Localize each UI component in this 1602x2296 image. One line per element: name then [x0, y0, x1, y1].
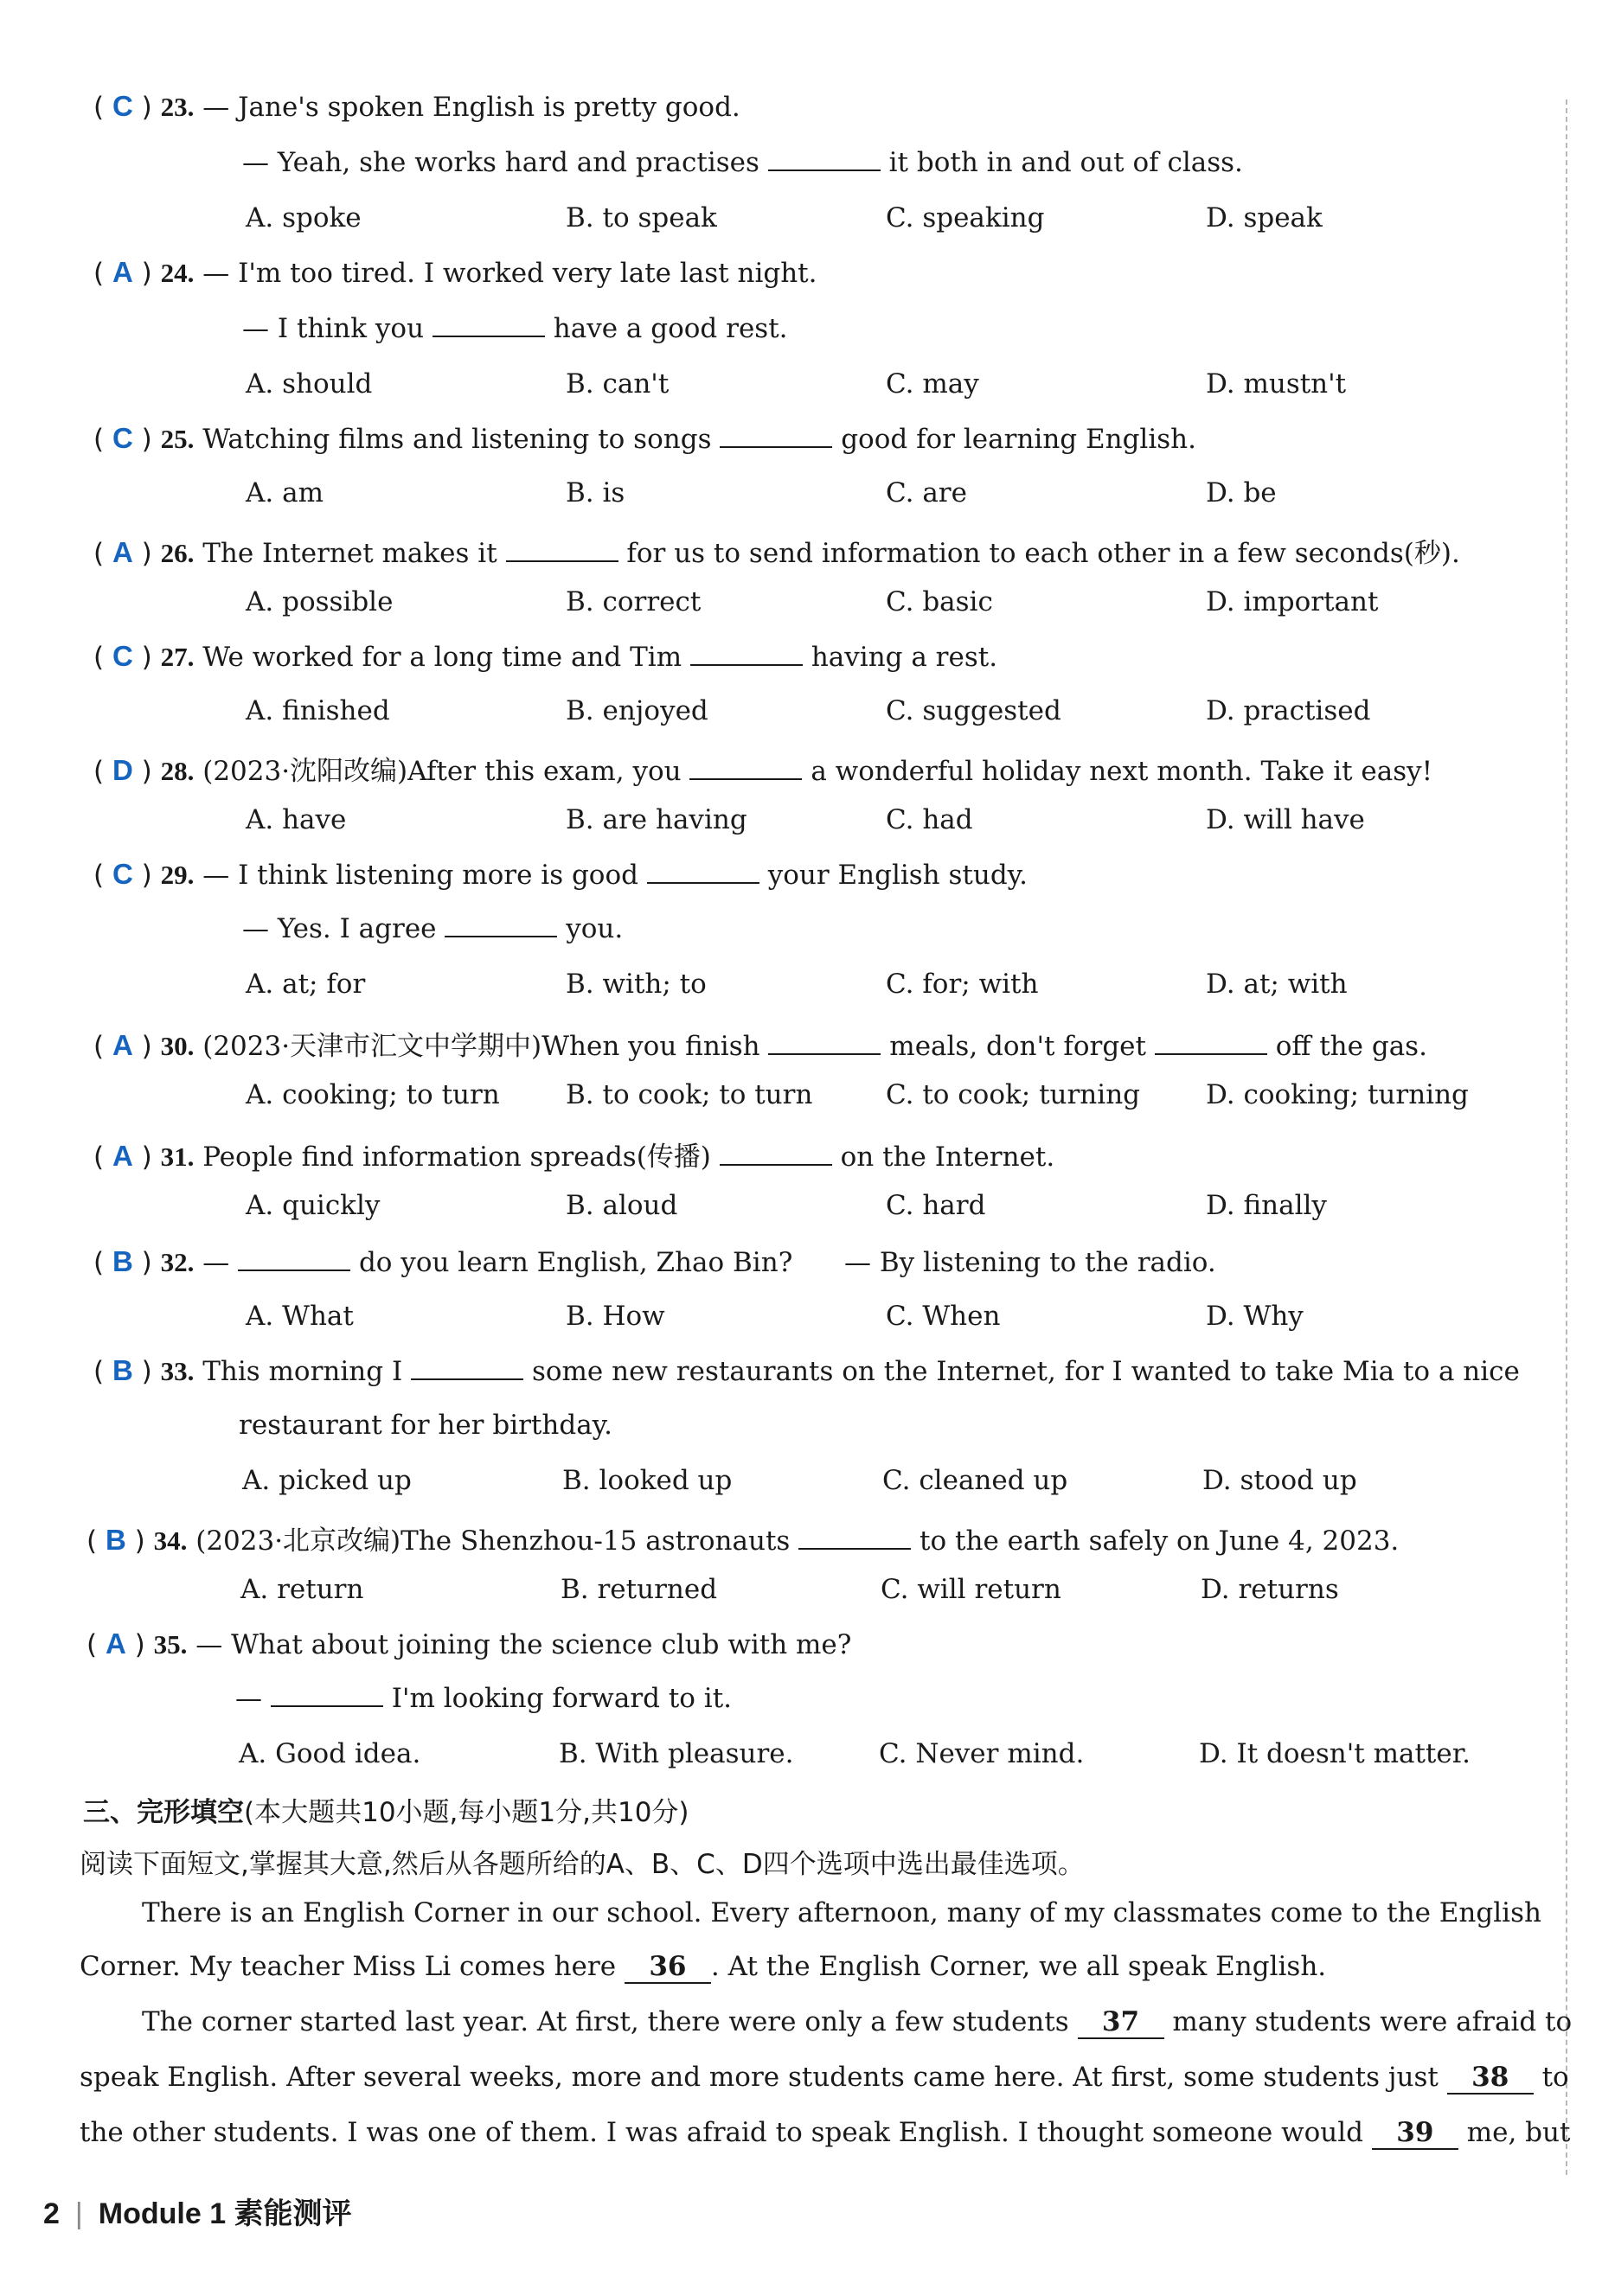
answer-blank [647, 860, 759, 884]
options-25: A. am B. is C. are D. be [246, 477, 1277, 508]
answer: A [112, 256, 133, 288]
cloze-blank-39: 39 [1372, 2117, 1458, 2150]
options-35: A. Good idea. B. With pleasure. C. Never mind. D. It doesn't matter. [239, 1738, 1471, 1769]
question-33-line-2: restaurant for her birthday. [239, 1410, 612, 1441]
answer-blank [720, 1142, 832, 1166]
answer: A [105, 1628, 126, 1660]
answer-blank [690, 642, 803, 666]
answer: C [112, 90, 133, 122]
options-34: A. return B. returned C. will return D. returns [240, 1574, 1339, 1605]
cloze-blank-37: 37 [1078, 2006, 1164, 2039]
question-27: ( C ) 27. We worked for a long time and Tim having a rest. [93, 640, 998, 673]
question-34: ( B ) 34. (2023·北京改编)The Shenzhou-15 astronauts to the earth safely on June 4, 2023. [87, 1524, 1400, 1557]
question-28: ( D ) 28. (2023·沈阳改编)After this exam, you a wonderful holiday next month. Take it easy! [93, 754, 1433, 787]
question-29-line-2: — Yes. I agree you. [242, 913, 624, 944]
section-instruction: 阅读下面短文,掌握其大意,然后从各题所给的A、B、C、D四个选项中选出最佳选项。 [80, 1849, 1085, 1880]
cloze-blank-36: 36 [625, 1951, 711, 1984]
passage-line-4: speak English. After several weeks, more and more students came here. At first, some students just 38 to [80, 2062, 1569, 2093]
answer-blank [689, 756, 802, 780]
question-33: ( B ) 33. This morning I some new restaurants on the Internet, for I wanted to take Mia to a nice [93, 1354, 1520, 1387]
answer: C [112, 858, 133, 890]
question-23-line-2: — Yeah, she works hard and practises it both in and out of class. [242, 147, 1243, 178]
answer: D [112, 754, 133, 786]
question-32: ( B ) 32. — do you learn English, Zhao Bin? — By listening to the radio. [93, 1245, 1216, 1278]
answer-blank [271, 1683, 383, 1707]
answer: C [112, 640, 133, 672]
options-29: A. at; for B. with; to C. for; with D. at; with [246, 969, 1348, 1000]
answer-blank [1155, 1031, 1267, 1055]
answer-blank [445, 913, 557, 937]
question-23: ( C ) 23. — Jane's spoken English is pretty good. [93, 90, 740, 123]
answer-blank [238, 1247, 350, 1271]
passage-line-1: There is an English Corner in our school. Every afternoon, many of my classmates come to the English [142, 1897, 1541, 1928]
answer: B [112, 1245, 133, 1277]
passage-line-3: The corner started last year. At first, there were only a few students 37 many students were afraid to [142, 2006, 1573, 2037]
answer: A [112, 536, 133, 568]
passage-line-5: the other students. I was one of them. I was afraid to speak English. I thought someone would 39 me, but [80, 2117, 1571, 2148]
page-footer: 2 | Module 1 素能测评 [43, 2197, 352, 2230]
answer-blank [433, 313, 545, 337]
question-26: ( A ) 26. The Internet makes it for us to send information to each other in a few seconds(秒). [93, 536, 1460, 569]
answer: B [105, 1524, 126, 1556]
options-26: A. possible B. correct C. basic D. important [246, 586, 1379, 617]
margin-dashed-rule [1566, 99, 1567, 2175]
answer: B [112, 1354, 133, 1386]
answer-blank [506, 538, 618, 562]
answer-blank [768, 147, 881, 171]
question-24-line-2: — I think you have a good rest. [242, 313, 788, 344]
answer: C [112, 422, 133, 454]
options-27: A. finished B. enjoyed C. suggested D. practised [246, 695, 1371, 726]
question-30: ( A ) 30. (2023·天津市汇文中学期中)When you finish meals, don't forget off the gas. [93, 1029, 1427, 1062]
question-24: ( A ) 24. — I'm too tired. I worked very late last night. [93, 256, 817, 289]
cloze-blank-38: 38 [1447, 2062, 1534, 2095]
page-number: 2 [43, 2197, 60, 2230]
question-29: ( C ) 29. — I think listening more is good your English study. [93, 858, 1028, 891]
options-30: A. cooking; to turn B. to cook; to turn C. to cook; turning D. cooking; turning [246, 1079, 1469, 1110]
answer-blank [798, 1525, 911, 1550]
options-31: A. quickly B. aloud C. hard D. finally [246, 1190, 1327, 1221]
answer: A [112, 1140, 133, 1172]
answer-blank [411, 1356, 523, 1380]
answer-blank [720, 424, 832, 448]
question-35-line-2: — I'm looking forward to it. [235, 1683, 733, 1714]
module-title: Module 1 素能测评 [98, 2197, 352, 2230]
options-33: A. picked up B. looked up C. cleaned up D. stood up [242, 1465, 1357, 1496]
answer-blank [768, 1031, 881, 1055]
passage-line-2: Corner. My teacher Miss Li comes here 36 . At the English Corner, we all speak English. [80, 1951, 1327, 1982]
options-24: A. should B. can't C. may D. mustn't [246, 368, 1347, 400]
question-31: ( A ) 31. People find information spreads(传播) on the Internet. [93, 1140, 1055, 1173]
options-23: A. spoke B. to speak C. speaking D. speak [246, 202, 1323, 233]
answer: A [112, 1029, 133, 1061]
section-heading: 三、完形填空(本大题共10小题,每小题1分,共10分) [83, 1797, 689, 1828]
options-32: A. What B. How C. When D. Why [246, 1301, 1304, 1332]
question-35: ( A ) 35. — What about joining the science club with me? [87, 1628, 852, 1660]
question-25: ( C ) 25. Watching films and listening to songs good for learning English. [93, 422, 1196, 455]
options-28: A. have B. are having C. had D. will have [246, 804, 1365, 835]
